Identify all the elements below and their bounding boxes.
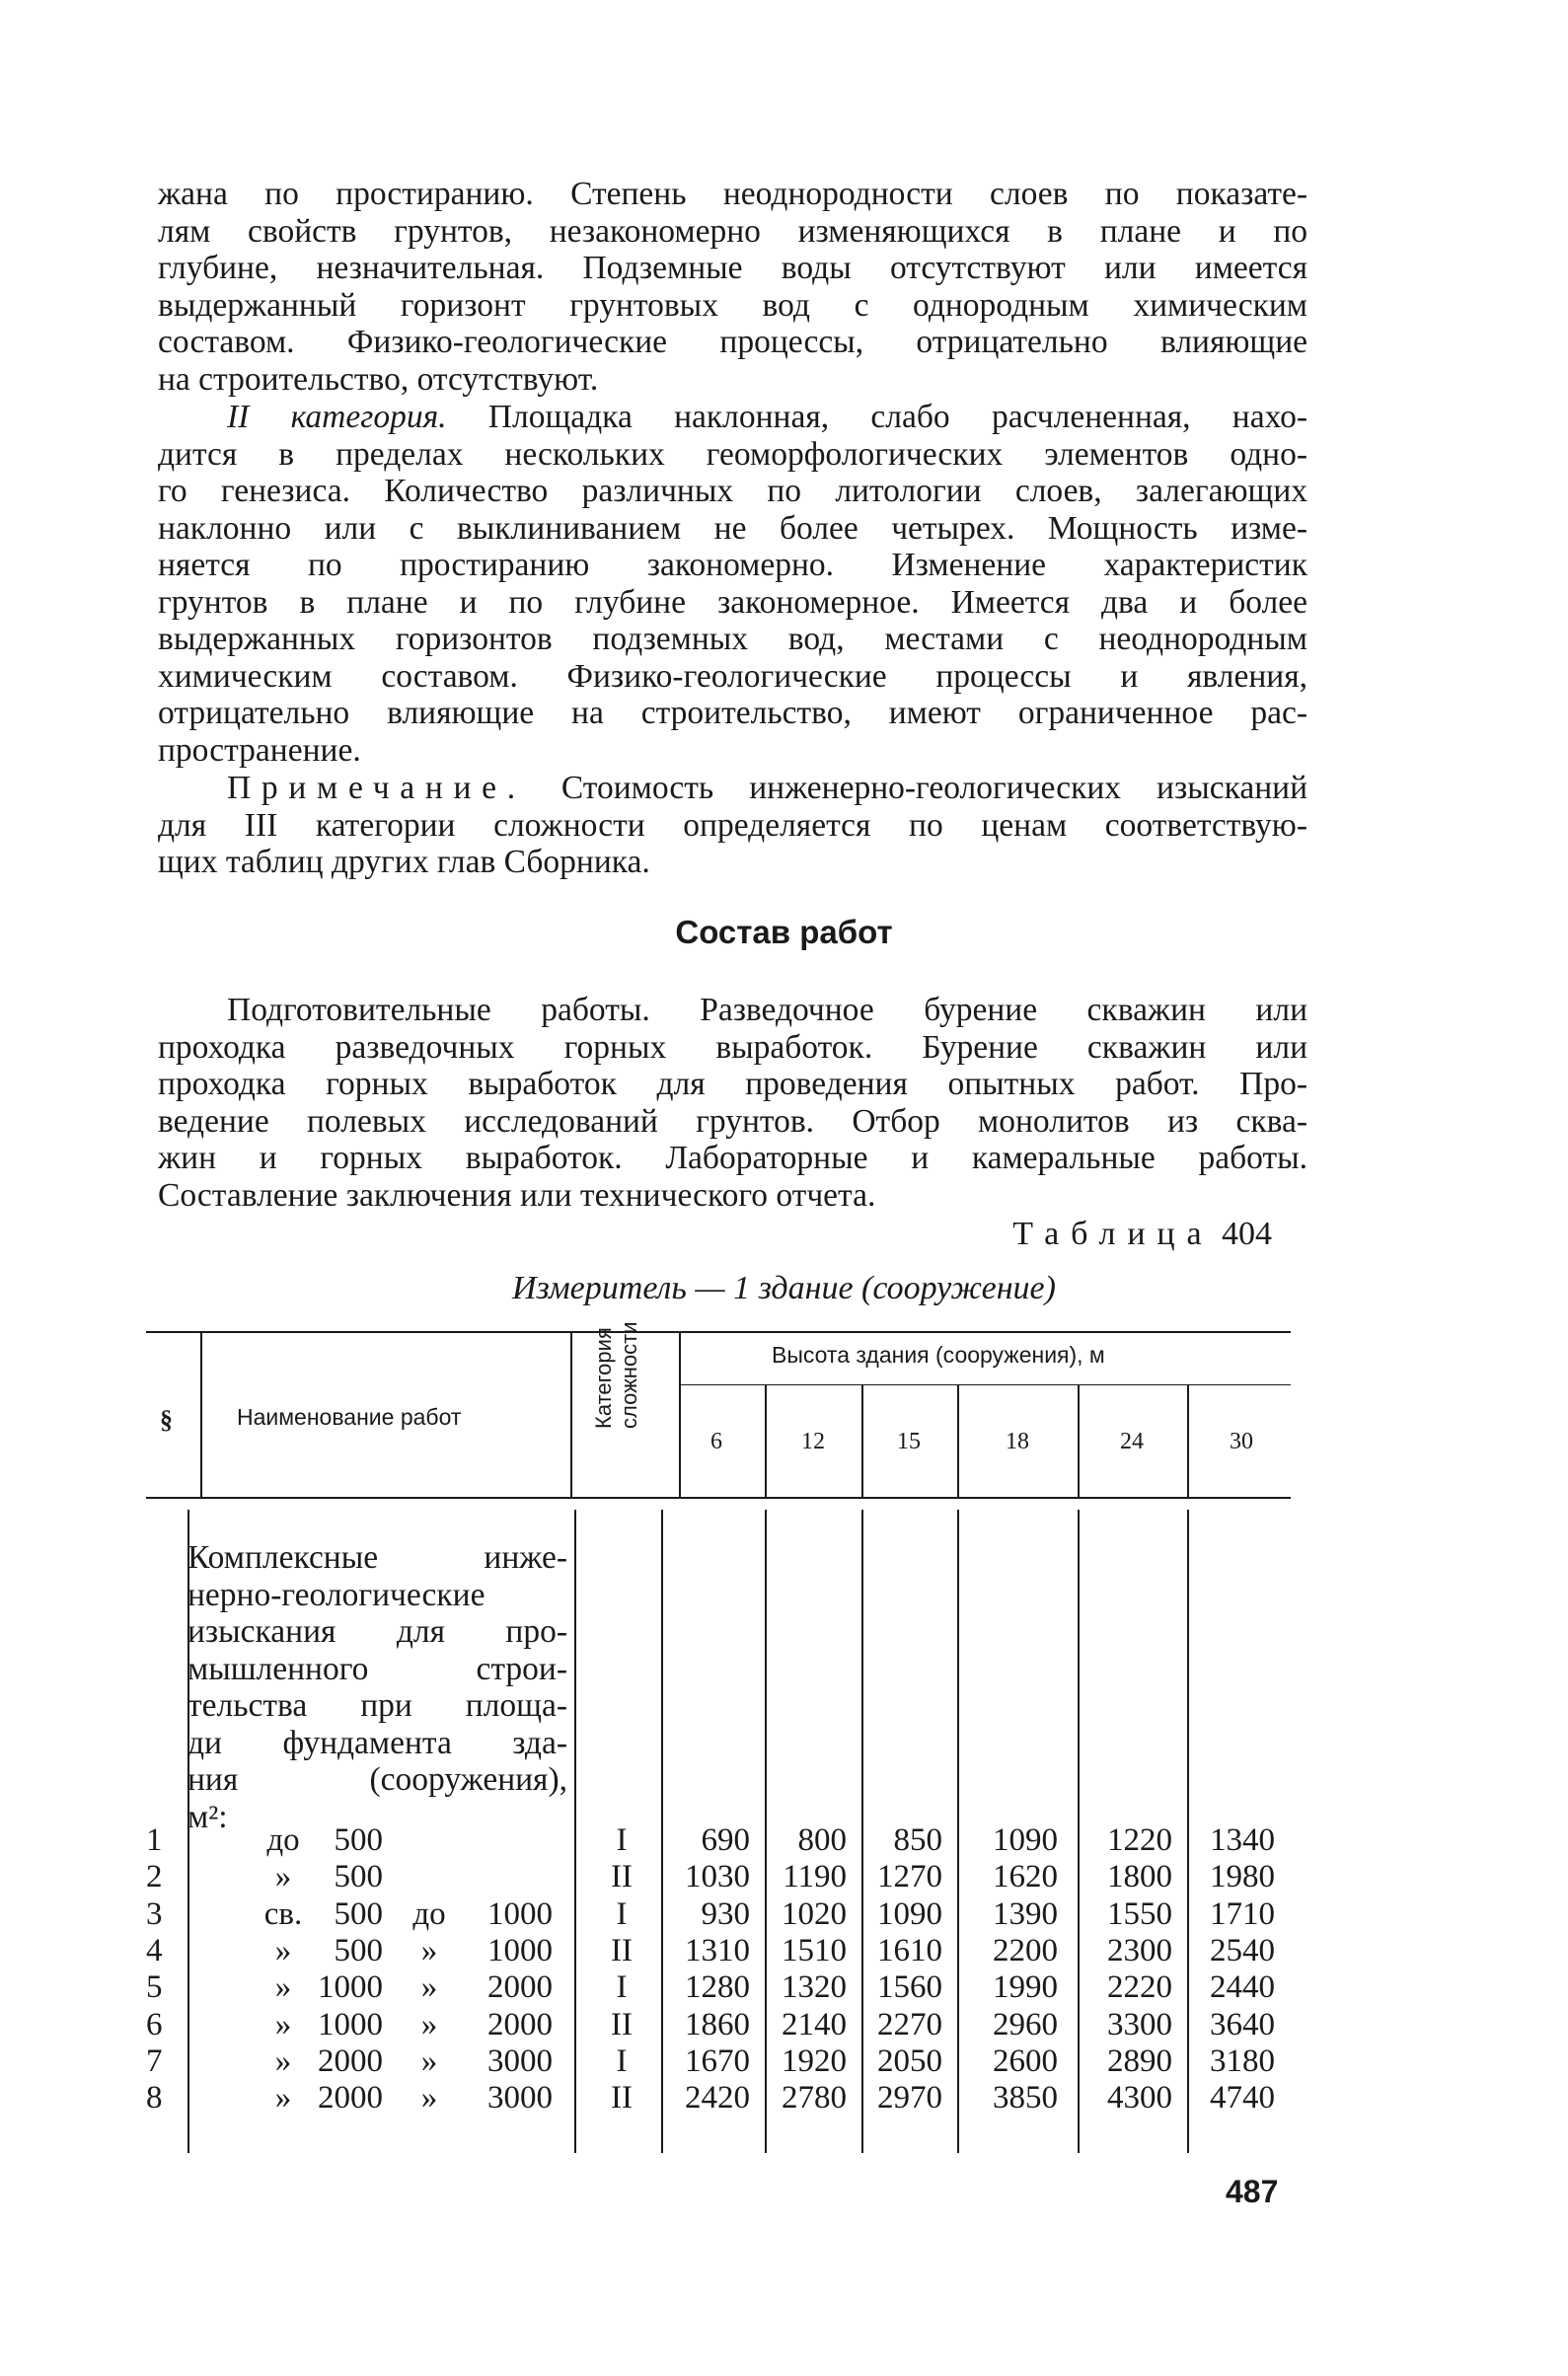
paragraph-line: для III категории сложности определяется по ценам соответствую- xyxy=(158,806,1307,844)
height-column-header: 15 xyxy=(897,1429,921,1454)
price-cell: 1550 xyxy=(1107,1896,1172,1932)
price-cell: 1310 xyxy=(685,1933,750,1968)
price-cell: 2300 xyxy=(1107,1933,1172,1968)
header-divider xyxy=(1187,1385,1189,1497)
price-cell: 1920 xyxy=(782,2043,847,2079)
height-column-header: 24 xyxy=(1120,1429,1144,1454)
price-cell: 2540 xyxy=(1210,1933,1275,1968)
price-cell: 2600 xyxy=(993,2043,1058,2079)
header-divider xyxy=(570,1333,572,1497)
paragraph-line: Подготовительные работы. Разведочное бурение скважин или xyxy=(227,992,1307,1028)
note-lead: Примечание. xyxy=(227,770,526,806)
paragraph-category-2 xyxy=(158,399,1307,769)
range-to: 2000 xyxy=(487,1969,553,2005)
price-cell: 2140 xyxy=(782,2007,847,2042)
paragraph-line: Составление заключения или технического отчета. xyxy=(158,1176,876,1214)
category-2-lead: II категория. xyxy=(227,399,447,435)
range-prefix: » xyxy=(274,2043,292,2079)
category-value: I xyxy=(616,1969,628,2005)
category-value: II xyxy=(611,1859,633,1894)
range-from: 1000 xyxy=(318,1969,383,2005)
work-name-line: мышленного строи- xyxy=(187,1650,567,1687)
range-joiner: до xyxy=(412,1896,446,1932)
price-cell: 2440 xyxy=(1210,1969,1275,2005)
category-value: II xyxy=(611,2080,633,2116)
price-cell: 4740 xyxy=(1210,2080,1275,2116)
range-prefix: св. xyxy=(263,1896,303,1932)
price-cell: 1390 xyxy=(993,1896,1058,1932)
row-number: 7 xyxy=(146,2043,163,2079)
range-prefix: до xyxy=(266,1822,300,1858)
price-cell: 2890 xyxy=(1107,2043,1172,2079)
row-number: 6 xyxy=(146,2007,163,2042)
paragraph-line: выдержанных горизонтов подземных вод, местами с неоднородным xyxy=(158,621,1307,657)
price-cell: 1510 xyxy=(782,1933,847,1968)
range-from: 500 xyxy=(334,1933,383,1968)
range-joiner: » xyxy=(420,2080,438,2116)
price-cell: 1090 xyxy=(877,1896,942,1932)
category-value: II xyxy=(611,1933,633,1968)
column-header-name: Наименование работ xyxy=(237,1404,462,1430)
price-cell: 690 xyxy=(701,1822,750,1858)
work-name-line: ди фундамента зда- xyxy=(187,1724,567,1761)
range-to: 1000 xyxy=(487,1896,553,1932)
range-from: 500 xyxy=(334,1859,383,1894)
body-divider xyxy=(1078,1510,1080,2153)
paragraph-line: на строительство, отсутствуют. xyxy=(158,360,599,398)
price-cell: 1610 xyxy=(877,1933,942,1968)
paragraph-text: Площадка наклонная, слабо расчлененная, нахо- xyxy=(446,399,1307,435)
row-number: 4 xyxy=(146,1933,163,1968)
category-value: II xyxy=(611,2007,633,2042)
price-cell: 1280 xyxy=(685,1969,750,2005)
row-number: 1 xyxy=(146,1822,163,1858)
range-prefix: » xyxy=(274,1859,292,1894)
range-prefix: » xyxy=(274,2080,292,2116)
range-joiner: » xyxy=(420,1969,438,2005)
row-number: 5 xyxy=(146,1969,163,2005)
column-header-category-line2: сложности xyxy=(617,1321,641,1429)
height-header-rule xyxy=(681,1384,1291,1385)
price-cell: 2270 xyxy=(877,2007,942,2042)
header-divider xyxy=(957,1385,959,1497)
paragraph-line xyxy=(158,399,1307,436)
price-cell: 1270 xyxy=(877,1859,942,1894)
price-cell: 3180 xyxy=(1210,2043,1275,2079)
paragraph-work-composition xyxy=(158,992,1307,1214)
range-prefix: » xyxy=(274,1969,292,2005)
range-from: 1000 xyxy=(318,2007,383,2042)
paragraph-category-1-continuation xyxy=(158,176,1307,398)
price-cell: 1320 xyxy=(782,1969,847,2005)
price-cell: 3300 xyxy=(1107,2007,1172,2042)
table-label: Таблица xyxy=(1012,1216,1214,1252)
paragraph-line: проходка горных выработок для проведения опытных работ. Про- xyxy=(158,1066,1307,1102)
height-column-header: 6 xyxy=(710,1429,722,1454)
paragraph-line: няется по простиранию закономерно. Изменение характеристик xyxy=(158,547,1307,583)
paragraph-line: глубине, незначительная. Подземные воды отсутствуют или имеется xyxy=(158,250,1307,286)
price-cell: 2420 xyxy=(685,2080,750,2116)
table-top-rule xyxy=(146,1331,1291,1333)
table-number: 404 xyxy=(1222,1216,1272,1252)
price-cell: 1710 xyxy=(1210,1896,1275,1932)
paragraph-line xyxy=(158,770,1307,807)
range-prefix: » xyxy=(274,2007,292,2042)
paragraph-text: Стоимость инженерно-геологических изысканий xyxy=(525,770,1307,806)
paragraph-line: жана по простиранию. Степень неоднородности слоев по показате- xyxy=(158,176,1307,212)
row-number: 3 xyxy=(146,1896,163,1932)
work-name-line: м²: xyxy=(187,1798,228,1835)
price-cell: 850 xyxy=(893,1822,942,1858)
paragraph-line: проходка разведочных горных выработок. Бурение скважин или xyxy=(158,1028,1307,1066)
row-number: 8 xyxy=(146,2080,163,2116)
price-cell: 2050 xyxy=(877,2043,942,2079)
range-from: 500 xyxy=(334,1822,383,1858)
price-cell: 1800 xyxy=(1107,1859,1172,1894)
price-cell: 1220 xyxy=(1107,1822,1172,1858)
price-cell: 2960 xyxy=(993,2007,1058,2042)
category-value: I xyxy=(616,1896,628,1932)
price-cell: 2970 xyxy=(877,2080,942,2116)
column-header-category-line1: Категория xyxy=(591,1327,616,1429)
price-cell: 1090 xyxy=(993,1822,1058,1858)
paragraph-line: дится в пределах нескольких геоморфологических элементов одно- xyxy=(158,435,1307,473)
paragraph-line: ведение полевых исследований грунтов. Отбор монолитов из сква- xyxy=(158,1102,1307,1140)
height-column-header: 12 xyxy=(801,1429,825,1454)
paragraph-line: наклонно или с выклиниванием не более четырех. Мощность изме- xyxy=(158,509,1307,547)
column-header-height: Высота здания (сооружения), м xyxy=(772,1342,1105,1368)
column-header-section: § xyxy=(160,1405,173,1434)
price-cell: 1620 xyxy=(993,1859,1058,1894)
note-paragraph xyxy=(158,770,1307,881)
work-name-line: нерно-геологические xyxy=(187,1576,485,1613)
price-cell: 1860 xyxy=(685,2007,750,2042)
work-name xyxy=(187,1539,567,1835)
paragraph-line: щих таблиц других глав Сборника. xyxy=(158,844,650,880)
range-joiner: » xyxy=(420,2007,438,2042)
price-cell: 2200 xyxy=(993,1933,1058,1968)
work-name-line: ния (сооружения), xyxy=(187,1761,567,1798)
price-cell: 1340 xyxy=(1210,1822,1275,1858)
header-divider xyxy=(861,1385,863,1497)
paragraph-line: пространение. xyxy=(158,731,361,769)
paragraph-line: отрицательно влияющие на строительство, имеют ограниченное рас- xyxy=(158,695,1307,731)
price-cell: 1990 xyxy=(993,1969,1058,2005)
range-prefix: » xyxy=(274,1933,292,1968)
paragraph-line: выдержанный горизонт грунтовых вод с однородным химическим xyxy=(158,286,1307,324)
price-cell: 800 xyxy=(797,1822,847,1858)
header-divider xyxy=(200,1333,202,1497)
price-cell: 4300 xyxy=(1107,2080,1172,2116)
category-value: I xyxy=(616,1822,628,1858)
work-name-line: изыскания для про- xyxy=(187,1613,567,1650)
range-joiner: » xyxy=(420,1933,438,1968)
work-name-line: тельства при площа- xyxy=(187,1687,567,1724)
price-cell: 3640 xyxy=(1210,2007,1275,2042)
category-value: I xyxy=(616,2043,628,2079)
table-measure: Измеритель — 1 здание (сооружение) xyxy=(512,1270,1056,1306)
page-number: 487 xyxy=(1226,2174,1279,2209)
paragraph-line: жин и горных выработок. Лабораторные и камеральные работы. xyxy=(158,1140,1307,1176)
price-cell: 2220 xyxy=(1107,1969,1172,2005)
header-divider xyxy=(1078,1385,1080,1497)
range-to: 3000 xyxy=(487,2043,553,2079)
price-cell: 1020 xyxy=(782,1896,847,1932)
price-cell: 1560 xyxy=(877,1969,942,2005)
work-name-line: Комплексные инже- xyxy=(187,1539,567,1576)
range-to: 3000 xyxy=(487,2080,553,2116)
paragraph-line: го генезиса. Количество различных по литологии слоев, залегающих xyxy=(158,473,1307,509)
table-header-bottom-rule xyxy=(146,1497,1291,1499)
body-divider xyxy=(574,1510,576,2153)
paragraph-line: составом. Физико-геологические процессы, отрицательно влияющие xyxy=(158,324,1307,360)
price-cell: 3850 xyxy=(993,2080,1058,2116)
section-heading: Состав работ xyxy=(675,914,893,950)
row-number: 2 xyxy=(146,1859,163,1894)
paragraph-line: лям свойств грунтов, незакономерно изменяющихся в плане и по xyxy=(158,212,1307,250)
price-cell: 2780 xyxy=(782,2080,847,2116)
range-from: 500 xyxy=(334,1896,383,1932)
range-to: 1000 xyxy=(487,1933,553,1968)
range-to: 2000 xyxy=(487,2007,553,2042)
range-from: 2000 xyxy=(318,2043,383,2079)
price-cell: 930 xyxy=(701,1896,750,1932)
header-divider xyxy=(765,1385,767,1497)
height-column-header: 18 xyxy=(1006,1429,1029,1454)
price-cell: 1980 xyxy=(1210,1859,1275,1894)
paragraph-line: химическим составом. Физико-геологические процессы и явления, xyxy=(158,657,1307,695)
paragraph-line: грунтов в плане и по глубине закономерное. Имеется два и более xyxy=(158,583,1307,621)
header-divider xyxy=(679,1333,681,1497)
price-cell: 1670 xyxy=(685,2043,750,2079)
body-divider xyxy=(957,1510,959,2153)
height-column-header: 30 xyxy=(1230,1429,1253,1454)
range-from: 2000 xyxy=(318,2080,383,2116)
table-caption xyxy=(1012,1216,1272,1253)
range-joiner: » xyxy=(420,2043,438,2079)
price-cell: 1030 xyxy=(685,1859,750,1894)
price-cell: 1190 xyxy=(783,1859,847,1894)
